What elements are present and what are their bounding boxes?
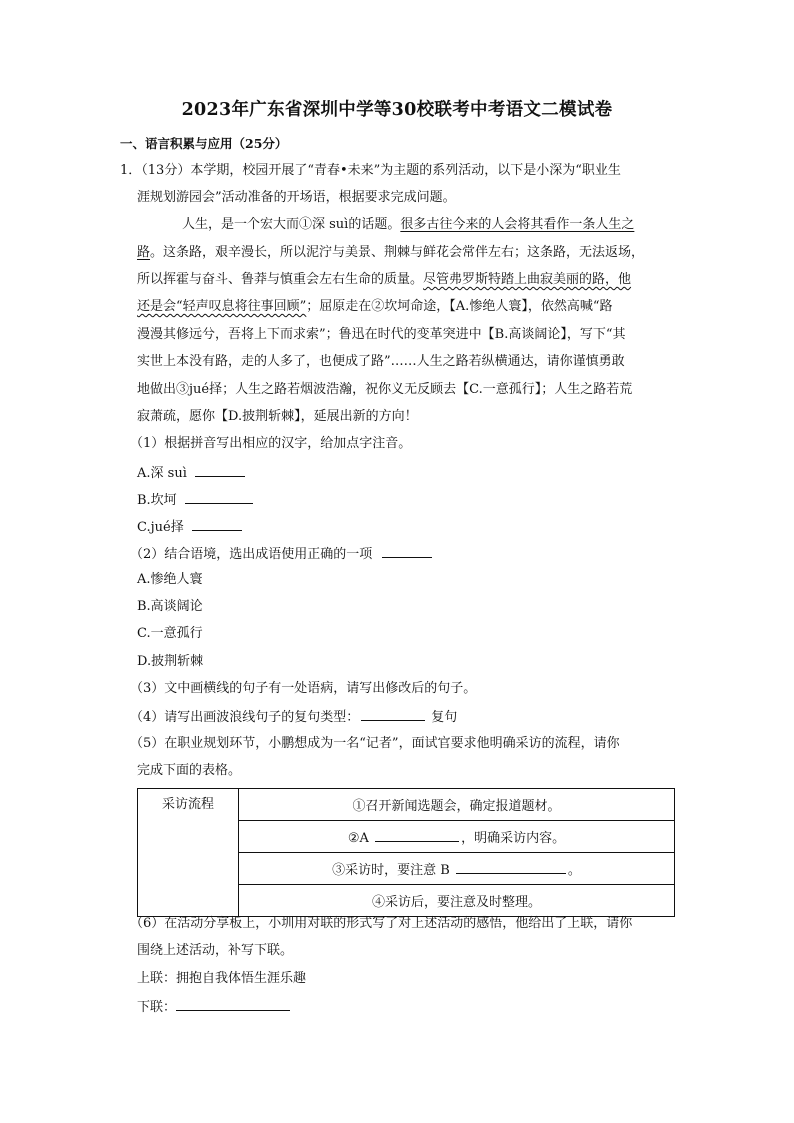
underlined-sentence-end: 路: [137, 245, 151, 260]
sub-question-4: [130, 706, 457, 728]
sub-question-1: （1）根据拼音写出相应的汉字，给加点字注音。: [130, 436, 412, 451]
passage-line-6: 实世上本没有路，走的人多了，也便成了路”……人生之路若纵横通达，请你谨慎勇敢: [137, 354, 625, 369]
question-intro-line-1: 1．（13分）本学期，校园开展了“青春•未来”为主题的系列活动，以下是小深为“职业生: [120, 163, 621, 178]
exam-title: 2023年广东省深圳中学等30校联考中考语文二模试卷: [181, 100, 613, 120]
answer-blank[interactable]: [185, 489, 253, 504]
answer-1b: [137, 489, 253, 511]
answer-blank[interactable]: [375, 827, 459, 842]
question-intro-line-2: 涯规划游园会”活动准备的开场语，根据要求完成问题。: [137, 190, 456, 205]
passage-line-5: 漫漫其修远兮，吾将上下而求索”；鲁迅在时代的变革突进中【B.高谈阔论】，写下“其: [137, 327, 626, 342]
interview-process-table: [137, 788, 675, 917]
sub-question-3: （3）文中画横线的句子有一处语病，请写出修改后的句子。: [130, 681, 477, 696]
answer-label: B.坎坷: [137, 493, 177, 508]
option-d: D.披荆斩棘: [137, 654, 204, 669]
passage-text: ；屈原走在②坎坷命途，【A.惨绝人寰】，依然高喊“路: [306, 299, 613, 314]
passage-text: 。这条路，艰辛漫长，所以泥泞与美景、荆棘与鲜花会常伴左右；这条路，无法返场，: [150, 245, 645, 260]
question-text: （4）请写出画波浪线句子的复句类型：: [130, 710, 360, 725]
table-step-4: ④采访后，要注意及时整理。: [239, 885, 675, 917]
passage-line-2: [137, 243, 644, 263]
sub-question-2: [130, 543, 432, 565]
option-c: C.一意孤行: [137, 626, 203, 641]
answer-blank[interactable]: [192, 516, 242, 531]
table-step-2: [239, 821, 675, 853]
answer-label: A.深 suì: [137, 466, 187, 481]
couplet-upper: 上联：拥抱自我体悟生涯乐趣: [137, 971, 307, 986]
passage-line-7: 地做出③jué择；人生之路若烟波浩瀚，祝你义无反顾去【C.一意孤行】；人生之路若荒: [137, 382, 633, 397]
table-head-cell: 采访流程: [138, 789, 239, 917]
question-text: （2）结合语境，选出成语使用正确的一项: [130, 547, 373, 562]
wavy-sentence: 尽管弗罗斯特踏上曲寂美丽的路，他: [423, 272, 632, 287]
sub-question-5-line-1: （5）在职业规划环节，小鹏想成为一名“记者”，面试官要求他明确采访的流程，请你: [130, 736, 620, 751]
underlined-sentence: 很多古往今来的人会将其看作一条人生之: [400, 217, 635, 232]
answer-blank[interactable]: [456, 859, 566, 874]
passage-line-3: [137, 270, 631, 290]
table-step-3: [239, 853, 675, 885]
wavy-sentence-end: 还是会“轻声叹息将往事回顾”: [137, 299, 307, 314]
answer-blank[interactable]: [361, 706, 425, 721]
step-text: ，明确采访内容。: [461, 831, 566, 846]
question-text-suffix: 复句: [431, 710, 458, 725]
option-b: B.高谈阔论: [137, 599, 203, 614]
section-heading: 一、语言积累与应用（25分）: [120, 136, 288, 151]
step-text: ②A: [347, 831, 369, 846]
passage-line-1: [182, 215, 634, 235]
step-text: ③采访时，要注意 B: [332, 863, 450, 878]
sub-question-6-line-1: （6）在活动分享板上，小圳用对联的形式写了对上述活动的感悟，他给出了上联，请你: [130, 916, 633, 931]
couplet-lower: [137, 996, 290, 1018]
passage-text: 所以挥霍与奋斗、鲁莽与慎重会左右生命的质量。: [137, 272, 424, 287]
answer-label: C.jué择: [137, 520, 184, 535]
option-a: A.惨绝人寰: [137, 572, 203, 587]
sub-question-5-line-2: 完成下面的表格。: [137, 763, 242, 778]
answer-1c: [137, 516, 242, 538]
answer-blank[interactable]: [195, 462, 245, 477]
couplet-lower-label: 下联：: [137, 1000, 177, 1015]
answer-blank[interactable]: [382, 543, 432, 558]
sub-question-6-line-2: 围绕上述活动，补写下联。: [137, 943, 294, 958]
step-text: 。: [567, 863, 581, 878]
passage-line-8: 寂萧疏，愿你【D.披荆斩棘】，延展出新的方向！: [137, 409, 418, 424]
answer-1a: [137, 462, 245, 484]
table-step-1: ①召开新闻选题会，确定报道题材。: [239, 789, 675, 821]
passage-text: 人生，是一个宏大而①深 suì的话题。: [182, 217, 401, 232]
answer-blank[interactable]: [176, 996, 290, 1011]
passage-line-4: [137, 297, 612, 317]
